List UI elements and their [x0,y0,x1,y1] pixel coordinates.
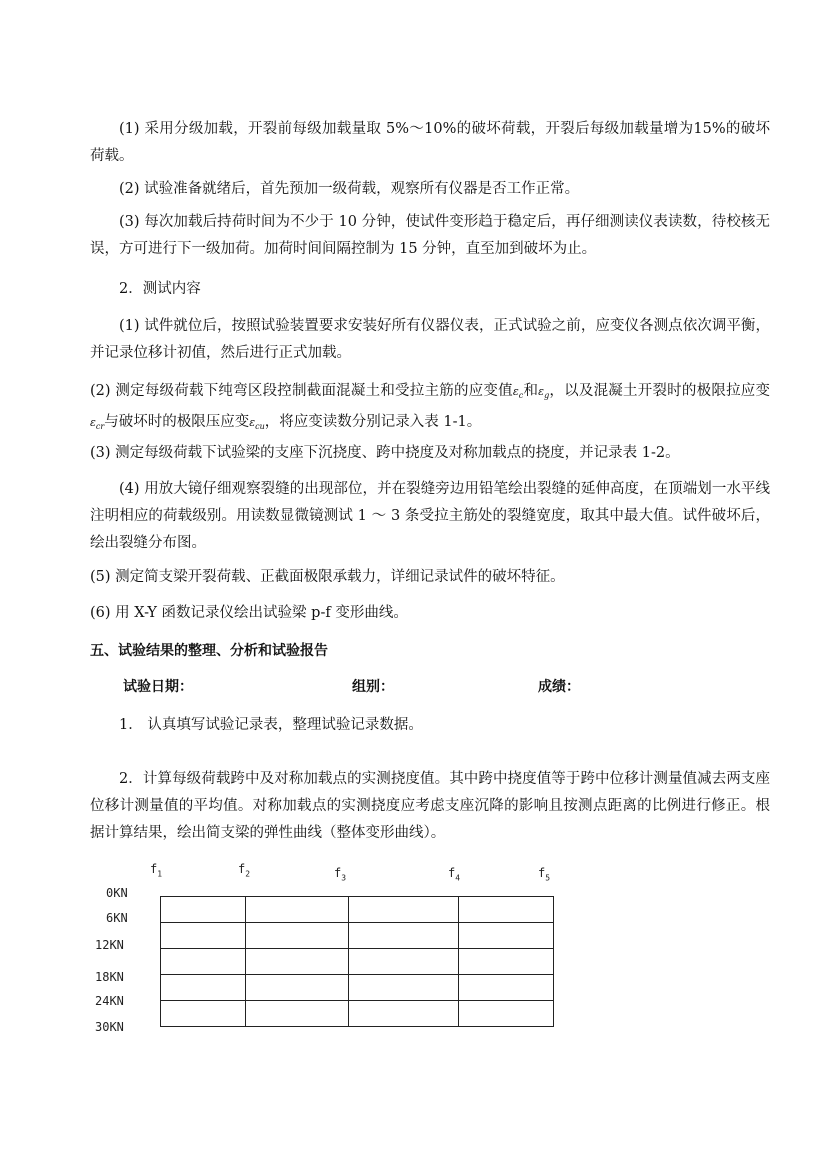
table-cell[interactable] [161,975,246,1001]
paragraph-loading-scheme: (1) 采用分级加载，开裂前每级加载量取 5%～10%的破坏荷载，开裂后每级加载量增为15%的破坏荷载。 [90,121,770,164]
score-label: 成绩： [538,679,580,695]
paragraph-ultimate-load: (5) 测定简支梁开裂荷载、正截面极限承载力，详细记录试件的破坏特征。 [90,569,565,585]
row-label: 12KN [95,938,124,952]
column-header-f4: $f_4$ [448,866,461,883]
section-test-content: 2．测试内容 [119,281,201,297]
table-cell[interactable] [246,897,349,923]
table-cell[interactable] [246,1001,349,1027]
table-cell[interactable] [459,975,554,1001]
paragraph-strain: (2) 测定每级荷载下纯弯区段控制截面混凝土和受拉主筋的应变值$\varepsilon_c$和$\varepsilon_g$，以及混凝土开裂时的极限拉应变$\varepsilon_{cr}$与破坏时的极限压应变$\varepsilon_{cu}$，将应变读数分别记录入表 1-1。 [90,383,771,432]
table-cell[interactable] [459,1001,554,1027]
paragraph-preload: (2) 试验准备就绪后，首先预加一级荷载，观察所有仪器是否工作正常。 [119,181,580,197]
paragraph-install: (1) 试件就位后，按照试验装置要求安装好所有仪器仪表，正式试验之前，应变仪各测点依次调平衡，并记录位移计初值，然后进行正式加载。 [90,318,770,361]
table-cell[interactable] [349,1001,459,1027]
table-row [161,923,554,949]
table-cell[interactable] [161,1001,246,1027]
paragraph-xy-recorder: (6) 用 X-Y 函数记录仪绘出试验梁 p-f 变形曲线。 [90,605,408,621]
table-cell[interactable] [161,897,246,923]
table-cell[interactable] [246,923,349,949]
symbol-epsilon-g: $\varepsilon_g$ [538,385,550,401]
table-cell[interactable] [161,923,246,949]
test-date-label: 试验日期： [123,679,193,695]
table-row [161,975,554,1001]
table-cell[interactable] [349,897,459,923]
column-header-f5: $f_5$ [538,866,551,883]
column-header-f1: $f_1$ [150,862,163,879]
column-header-f2: $f_2$ [238,862,251,879]
table-cell[interactable] [459,923,554,949]
table-cell[interactable] [246,975,349,1001]
table-cell[interactable] [161,949,246,975]
section-heading-results: 五、试验结果的整理、分析和试验报告 [90,643,328,659]
row-label: 0KN [106,886,128,900]
table-cell[interactable] [349,949,459,975]
group-label: 组别： [352,679,394,695]
row-label: 6KN [106,911,128,925]
deflection-record-table [160,896,554,1027]
column-header-f3: $f_3$ [334,866,347,883]
table-row [161,949,554,975]
table-row [161,1001,554,1027]
symbol-epsilon-cr: $\varepsilon_{cr}$ [90,416,105,432]
row-label: 24KN [95,994,124,1008]
symbol-epsilon-cu: $\varepsilon_{cu}$ [249,416,265,432]
table-cell[interactable] [349,923,459,949]
row-label: 18KN [95,970,124,984]
paragraph-hold-time: (3) 每次加载后持荷时间为不少于 10 分钟，使试件变形趋于稳定后，再仔细测读仪表读数，待校核无误，方可进行下一级加荷。加荷时间间隔控制为 15 分钟，直至加到破坏为止。 [90,214,770,257]
table-row [161,897,554,923]
symbol-epsilon-c: $\varepsilon_c$ [512,385,524,401]
table-cell[interactable] [246,949,349,975]
table-cell[interactable] [459,897,554,923]
row-label: 30KN [95,1020,124,1034]
paragraph-fill-records: 1． 认真填写试验记录表，整理试验记录数据。 [119,717,423,733]
table-cell[interactable] [349,975,459,1001]
paragraph-calc-deflection: 2．计算每级荷载跨中及对称加载点的实测挠度值。其中跨中挠度值等于跨中位移计测量值减去两支座位移计测量值的平均值。对称加载点的实测挠度应考虑支座沉降的影响且按测点距离的比例进行修正。根据计算结果，绘出简支梁的弹性曲线（整体变形曲线）。 [90,771,770,841]
paragraph-crack: (4) 用放大镜仔细观察裂缝的出现部位，并在裂缝旁边用铅笔绘出裂缝的延伸高度，在顶端划一水平线注明相应的荷载级别。用读数显微镜测试 1 ～ 3 条受拉主筋处的裂缝宽度，取其中最大值。试件破坏后，绘出裂缝分布图。 [90,481,770,551]
table-cell[interactable] [459,949,554,975]
paragraph-deflection: (3) 测定每级荷载下试验梁的支座下沉挠度、跨中挠度及对称加载点的挠度，并记录表 1-2。 [90,445,680,461]
